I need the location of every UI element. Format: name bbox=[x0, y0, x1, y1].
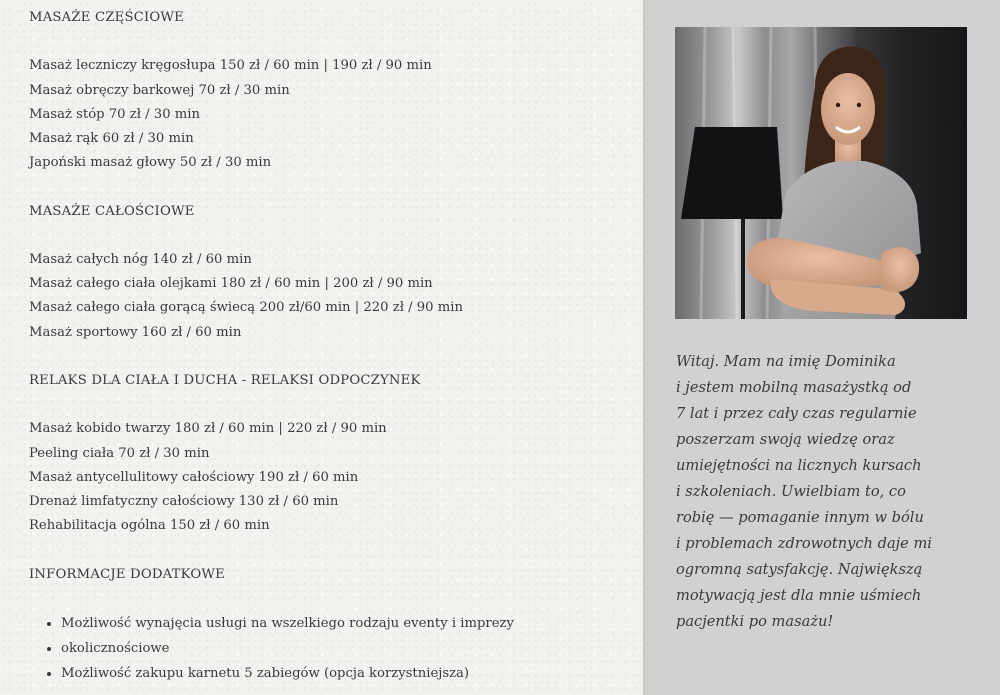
partial-massage-list bbox=[29, 54, 629, 175]
section-heading-extras: INFORMACJE DODATKOWE bbox=[29, 566, 225, 582]
info-item: • Możliwość wynajęcia usługi na wszelkiego rodzaju eventy i imprezy bbox=[61, 611, 629, 636]
price-item: Masaż kobido twarzy 180 zł / 60 min | 220 zł / 90 min bbox=[29, 421, 387, 437]
price-item: Masaż całych nóg 140 zł / 60 min bbox=[29, 251, 252, 267]
price-list-content bbox=[29, 6, 629, 687]
price-item: Masaż całego ciała gorącą świecą 200 zł/60 min | 220 zł / 90 min bbox=[29, 300, 463, 316]
price-item: Japoński masaż głowy 50 zł / 30 min bbox=[29, 155, 272, 171]
price-item: Drenaż limfatyczny całościowy 130 zł / 60 min bbox=[29, 493, 339, 509]
section-heading-full-body: MASAŻE CAŁOŚCIOWE bbox=[29, 203, 195, 219]
full-body-massage-list bbox=[29, 248, 629, 345]
about-text: Witaj. Mam na imię Dominika i jestem mobilną masażystką od 7 lat i przez cały czas regularnie poszerzam swoją wiedzę oraz umiejętności na licznych kursach i szkoleniach. Uwielbiam to, co robię — pomaganie innym w bólu i problemach zdrowotnych daje mi ogromną satysfakcję. Największą motywacją jest dla mnie uśmiech pacjentki po masażu! bbox=[676, 353, 932, 630]
relax-treatment-list bbox=[29, 417, 629, 538]
therapist-photo bbox=[675, 27, 967, 319]
price-item: Masaż rąk 60 zł / 30 min bbox=[29, 131, 194, 146]
therapist-portrait-illustration bbox=[675, 27, 967, 319]
price-item: Masaż stóp 70 zł / 30 min bbox=[29, 106, 200, 122]
price-item: Peeling ciała 70 zł / 30 min bbox=[29, 445, 210, 461]
info-item: • okolicznościowe bbox=[61, 636, 629, 661]
price-item: Rehabilitacja ogólna 150 zł / 60 min bbox=[29, 518, 270, 534]
additional-info-list bbox=[29, 611, 629, 687]
price-item: Masaż sportowy 160 zł / 60 min bbox=[29, 324, 242, 340]
price-item: Masaż antycellulitowy całościowy 190 zł / 60 min bbox=[29, 469, 359, 485]
price-item: Masaż leczniczy kręgosłupa 150 zł / 60 min | 190 zł / 90 min bbox=[29, 58, 432, 74]
section-heading-relax: RELAKS DLA CIAŁA I DUCHA - RELAKSI ODPOCZYNEK bbox=[29, 372, 421, 388]
section-heading-partial: MASAŻE CZĘŚCIOWE bbox=[29, 10, 184, 25]
price-item: Masaż całego ciała olejkami 180 zł / 60 min | 200 zł / 90 min bbox=[29, 276, 433, 292]
info-item: • Możliwość zakupu karnetu 5 zabiegów (opcja korzystniejsza) bbox=[61, 661, 629, 686]
price-item: Masaż obręczy barkowej 70 zł / 30 min bbox=[29, 82, 290, 98]
